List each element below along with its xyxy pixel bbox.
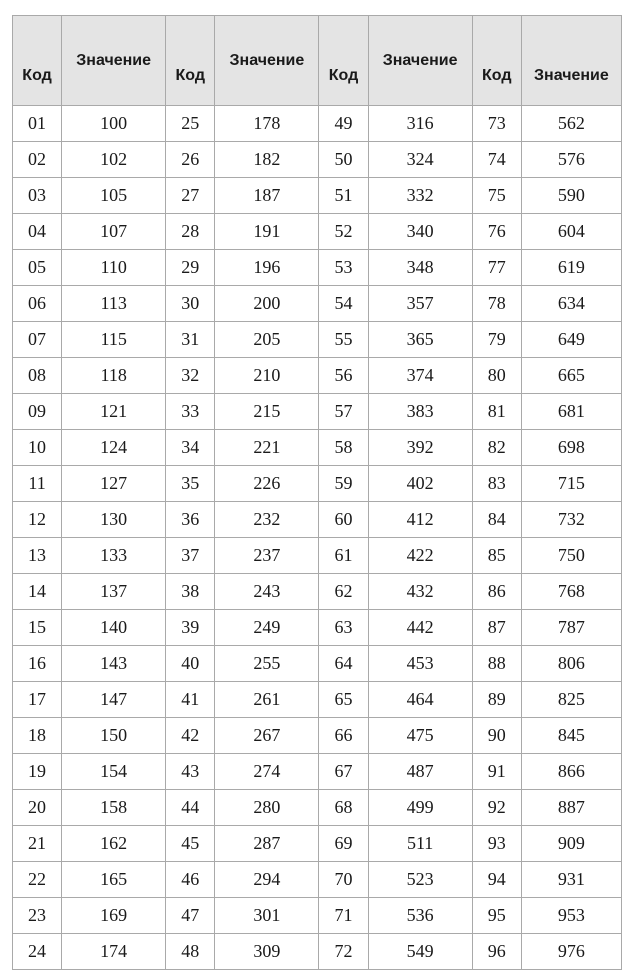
value-cell: 590 bbox=[521, 178, 621, 214]
value-cell: 422 bbox=[368, 538, 472, 574]
value-cell: 158 bbox=[62, 790, 166, 826]
value-cell: 665 bbox=[521, 358, 621, 394]
value-cell: 392 bbox=[368, 430, 472, 466]
value-cell: 562 bbox=[521, 106, 621, 142]
value-cell: 487 bbox=[368, 754, 472, 790]
code-cell: 92 bbox=[472, 790, 521, 826]
table-row bbox=[13, 142, 622, 178]
code-cell: 52 bbox=[319, 214, 368, 250]
code-cell: 27 bbox=[166, 178, 215, 214]
code-cell: 91 bbox=[472, 754, 521, 790]
code-cell: 36 bbox=[166, 502, 215, 538]
code-cell: 44 bbox=[166, 790, 215, 826]
table-row bbox=[13, 718, 622, 754]
code-cell: 69 bbox=[319, 826, 368, 862]
value-cell: 604 bbox=[521, 214, 621, 250]
code-cell: 79 bbox=[472, 322, 521, 358]
code-cell: 80 bbox=[472, 358, 521, 394]
value-cell: 110 bbox=[62, 250, 166, 286]
value-cell: 196 bbox=[215, 250, 319, 286]
code-cell: 38 bbox=[166, 574, 215, 610]
value-cell: 267 bbox=[215, 718, 319, 754]
table-row bbox=[13, 898, 622, 934]
table-row bbox=[13, 646, 622, 682]
code-cell: 45 bbox=[166, 826, 215, 862]
code-cell: 84 bbox=[472, 502, 521, 538]
code-cell: 73 bbox=[472, 106, 521, 142]
value-cell: 475 bbox=[368, 718, 472, 754]
code-cell: 58 bbox=[319, 430, 368, 466]
value-cell: 243 bbox=[215, 574, 319, 610]
value-cell: 845 bbox=[521, 718, 621, 754]
value-cell: 147 bbox=[62, 682, 166, 718]
value-cell: 634 bbox=[521, 286, 621, 322]
value-cell: 732 bbox=[521, 502, 621, 538]
code-cell: 71 bbox=[319, 898, 368, 934]
value-cell: 464 bbox=[368, 682, 472, 718]
code-cell: 70 bbox=[319, 862, 368, 898]
value-cell: 576 bbox=[521, 142, 621, 178]
code-cell: 20 bbox=[13, 790, 62, 826]
code-cell: 19 bbox=[13, 754, 62, 790]
table-row bbox=[13, 574, 622, 610]
table-row bbox=[13, 106, 622, 142]
code-cell: 10 bbox=[13, 430, 62, 466]
code-cell: 42 bbox=[166, 718, 215, 754]
code-cell: 65 bbox=[319, 682, 368, 718]
table-row bbox=[13, 934, 622, 970]
code-cell: 33 bbox=[166, 394, 215, 430]
code-cell: 30 bbox=[166, 286, 215, 322]
value-cell: 866 bbox=[521, 754, 621, 790]
value-cell: 140 bbox=[62, 610, 166, 646]
value-cell: 976 bbox=[521, 934, 621, 970]
value-cell: 261 bbox=[215, 682, 319, 718]
value-cell: 523 bbox=[368, 862, 472, 898]
code-cell: 24 bbox=[13, 934, 62, 970]
code-cell: 50 bbox=[319, 142, 368, 178]
value-cell: 374 bbox=[368, 358, 472, 394]
table-row bbox=[13, 790, 622, 826]
code-cell: 06 bbox=[13, 286, 62, 322]
code-value-table bbox=[12, 15, 622, 970]
value-cell: 715 bbox=[521, 466, 621, 502]
code-cell: 74 bbox=[472, 142, 521, 178]
code-cell: 93 bbox=[472, 826, 521, 862]
value-cell: 105 bbox=[62, 178, 166, 214]
table-row bbox=[13, 466, 622, 502]
value-cell: 100 bbox=[62, 106, 166, 142]
code-cell: 86 bbox=[472, 574, 521, 610]
code-cell: 28 bbox=[166, 214, 215, 250]
value-cell: 107 bbox=[62, 214, 166, 250]
value-cell: 137 bbox=[62, 574, 166, 610]
code-cell: 64 bbox=[319, 646, 368, 682]
code-cell: 83 bbox=[472, 466, 521, 502]
value-cell: 442 bbox=[368, 610, 472, 646]
code-value-table-container bbox=[12, 15, 622, 970]
value-cell: 127 bbox=[62, 466, 166, 502]
value-cell: 191 bbox=[215, 214, 319, 250]
table-row bbox=[13, 862, 622, 898]
table-row bbox=[13, 430, 622, 466]
code-cell: 29 bbox=[166, 250, 215, 286]
header-code-4: Код bbox=[472, 16, 521, 106]
header-value-3: Значение bbox=[368, 16, 472, 106]
value-cell: 340 bbox=[368, 214, 472, 250]
value-cell: 348 bbox=[368, 250, 472, 286]
value-cell: 511 bbox=[368, 826, 472, 862]
code-cell: 82 bbox=[472, 430, 521, 466]
code-cell: 08 bbox=[13, 358, 62, 394]
code-cell: 61 bbox=[319, 538, 368, 574]
value-cell: 178 bbox=[215, 106, 319, 142]
value-cell: 121 bbox=[62, 394, 166, 430]
code-cell: 13 bbox=[13, 538, 62, 574]
code-cell: 15 bbox=[13, 610, 62, 646]
code-cell: 31 bbox=[166, 322, 215, 358]
table-row bbox=[13, 286, 622, 322]
code-cell: 53 bbox=[319, 250, 368, 286]
value-cell: 249 bbox=[215, 610, 319, 646]
value-cell: 365 bbox=[368, 322, 472, 358]
code-cell: 17 bbox=[13, 682, 62, 718]
code-cell: 59 bbox=[319, 466, 368, 502]
value-cell: 237 bbox=[215, 538, 319, 574]
code-cell: 41 bbox=[166, 682, 215, 718]
value-cell: 165 bbox=[62, 862, 166, 898]
table-row bbox=[13, 394, 622, 430]
value-cell: 698 bbox=[521, 430, 621, 466]
value-cell: 649 bbox=[521, 322, 621, 358]
code-cell: 48 bbox=[166, 934, 215, 970]
code-cell: 47 bbox=[166, 898, 215, 934]
code-cell: 51 bbox=[319, 178, 368, 214]
value-cell: 750 bbox=[521, 538, 621, 574]
value-cell: 432 bbox=[368, 574, 472, 610]
header-value-4: Значение bbox=[521, 16, 621, 106]
code-cell: 57 bbox=[319, 394, 368, 430]
code-cell: 02 bbox=[13, 142, 62, 178]
table-row bbox=[13, 250, 622, 286]
header-value-2: Значение bbox=[215, 16, 319, 106]
code-cell: 85 bbox=[472, 538, 521, 574]
value-cell: 174 bbox=[62, 934, 166, 970]
code-cell: 12 bbox=[13, 502, 62, 538]
table-row bbox=[13, 358, 622, 394]
code-cell: 67 bbox=[319, 754, 368, 790]
code-cell: 89 bbox=[472, 682, 521, 718]
code-cell: 11 bbox=[13, 466, 62, 502]
code-cell: 14 bbox=[13, 574, 62, 610]
value-cell: 453 bbox=[368, 646, 472, 682]
code-cell: 72 bbox=[319, 934, 368, 970]
value-cell: 182 bbox=[215, 142, 319, 178]
value-cell: 200 bbox=[215, 286, 319, 322]
table-row bbox=[13, 538, 622, 574]
value-cell: 113 bbox=[62, 286, 166, 322]
value-cell: 124 bbox=[62, 430, 166, 466]
code-cell: 34 bbox=[166, 430, 215, 466]
code-cell: 54 bbox=[319, 286, 368, 322]
value-cell: 232 bbox=[215, 502, 319, 538]
value-cell: 221 bbox=[215, 430, 319, 466]
header-code-3: Код bbox=[319, 16, 368, 106]
value-cell: 133 bbox=[62, 538, 166, 574]
code-cell: 75 bbox=[472, 178, 521, 214]
table-row bbox=[13, 502, 622, 538]
code-cell: 55 bbox=[319, 322, 368, 358]
value-cell: 383 bbox=[368, 394, 472, 430]
value-cell: 357 bbox=[368, 286, 472, 322]
code-cell: 56 bbox=[319, 358, 368, 394]
table-row bbox=[13, 322, 622, 358]
value-cell: 931 bbox=[521, 862, 621, 898]
value-cell: 274 bbox=[215, 754, 319, 790]
header-value-1: Значение bbox=[62, 16, 166, 106]
value-cell: 332 bbox=[368, 178, 472, 214]
value-cell: 402 bbox=[368, 466, 472, 502]
table-row bbox=[13, 178, 622, 214]
header-code-2: Код bbox=[166, 16, 215, 106]
code-cell: 90 bbox=[472, 718, 521, 754]
value-cell: 215 bbox=[215, 394, 319, 430]
value-cell: 280 bbox=[215, 790, 319, 826]
value-cell: 130 bbox=[62, 502, 166, 538]
table-row bbox=[13, 754, 622, 790]
value-cell: 806 bbox=[521, 646, 621, 682]
code-cell: 46 bbox=[166, 862, 215, 898]
code-cell: 49 bbox=[319, 106, 368, 142]
code-cell: 26 bbox=[166, 142, 215, 178]
code-cell: 76 bbox=[472, 214, 521, 250]
value-cell: 909 bbox=[521, 826, 621, 862]
table-row bbox=[13, 214, 622, 250]
value-cell: 287 bbox=[215, 826, 319, 862]
code-cell: 16 bbox=[13, 646, 62, 682]
code-cell: 77 bbox=[472, 250, 521, 286]
value-cell: 301 bbox=[215, 898, 319, 934]
code-cell: 25 bbox=[166, 106, 215, 142]
value-cell: 115 bbox=[62, 322, 166, 358]
value-cell: 768 bbox=[521, 574, 621, 610]
value-cell: 255 bbox=[215, 646, 319, 682]
code-cell: 07 bbox=[13, 322, 62, 358]
value-cell: 324 bbox=[368, 142, 472, 178]
code-cell: 03 bbox=[13, 178, 62, 214]
code-cell: 40 bbox=[166, 646, 215, 682]
code-cell: 66 bbox=[319, 718, 368, 754]
value-cell: 150 bbox=[62, 718, 166, 754]
code-cell: 05 bbox=[13, 250, 62, 286]
value-cell: 549 bbox=[368, 934, 472, 970]
value-cell: 499 bbox=[368, 790, 472, 826]
value-cell: 316 bbox=[368, 106, 472, 142]
value-cell: 619 bbox=[521, 250, 621, 286]
code-cell: 96 bbox=[472, 934, 521, 970]
code-cell: 95 bbox=[472, 898, 521, 934]
code-cell: 94 bbox=[472, 862, 521, 898]
value-cell: 412 bbox=[368, 502, 472, 538]
code-cell: 78 bbox=[472, 286, 521, 322]
value-cell: 787 bbox=[521, 610, 621, 646]
code-cell: 18 bbox=[13, 718, 62, 754]
value-cell: 953 bbox=[521, 898, 621, 934]
value-cell: 143 bbox=[62, 646, 166, 682]
value-cell: 309 bbox=[215, 934, 319, 970]
code-cell: 60 bbox=[319, 502, 368, 538]
code-cell: 01 bbox=[13, 106, 62, 142]
code-cell: 68 bbox=[319, 790, 368, 826]
table-body bbox=[13, 106, 622, 970]
code-cell: 81 bbox=[472, 394, 521, 430]
code-cell: 88 bbox=[472, 646, 521, 682]
code-cell: 32 bbox=[166, 358, 215, 394]
code-cell: 23 bbox=[13, 898, 62, 934]
code-cell: 39 bbox=[166, 610, 215, 646]
header-code-1: Код bbox=[13, 16, 62, 106]
code-cell: 63 bbox=[319, 610, 368, 646]
value-cell: 681 bbox=[521, 394, 621, 430]
value-cell: 294 bbox=[215, 862, 319, 898]
value-cell: 536 bbox=[368, 898, 472, 934]
table-row bbox=[13, 826, 622, 862]
value-cell: 118 bbox=[62, 358, 166, 394]
value-cell: 162 bbox=[62, 826, 166, 862]
code-cell: 09 bbox=[13, 394, 62, 430]
value-cell: 205 bbox=[215, 322, 319, 358]
code-cell: 87 bbox=[472, 610, 521, 646]
value-cell: 226 bbox=[215, 466, 319, 502]
table-row bbox=[13, 682, 622, 718]
value-cell: 887 bbox=[521, 790, 621, 826]
value-cell: 169 bbox=[62, 898, 166, 934]
code-cell: 43 bbox=[166, 754, 215, 790]
value-cell: 210 bbox=[215, 358, 319, 394]
table-row bbox=[13, 610, 622, 646]
code-cell: 04 bbox=[13, 214, 62, 250]
header-row bbox=[13, 16, 622, 106]
code-cell: 62 bbox=[319, 574, 368, 610]
value-cell: 825 bbox=[521, 682, 621, 718]
code-cell: 37 bbox=[166, 538, 215, 574]
value-cell: 187 bbox=[215, 178, 319, 214]
code-cell: 35 bbox=[166, 466, 215, 502]
code-cell: 22 bbox=[13, 862, 62, 898]
value-cell: 154 bbox=[62, 754, 166, 790]
code-cell: 21 bbox=[13, 826, 62, 862]
value-cell: 102 bbox=[62, 142, 166, 178]
